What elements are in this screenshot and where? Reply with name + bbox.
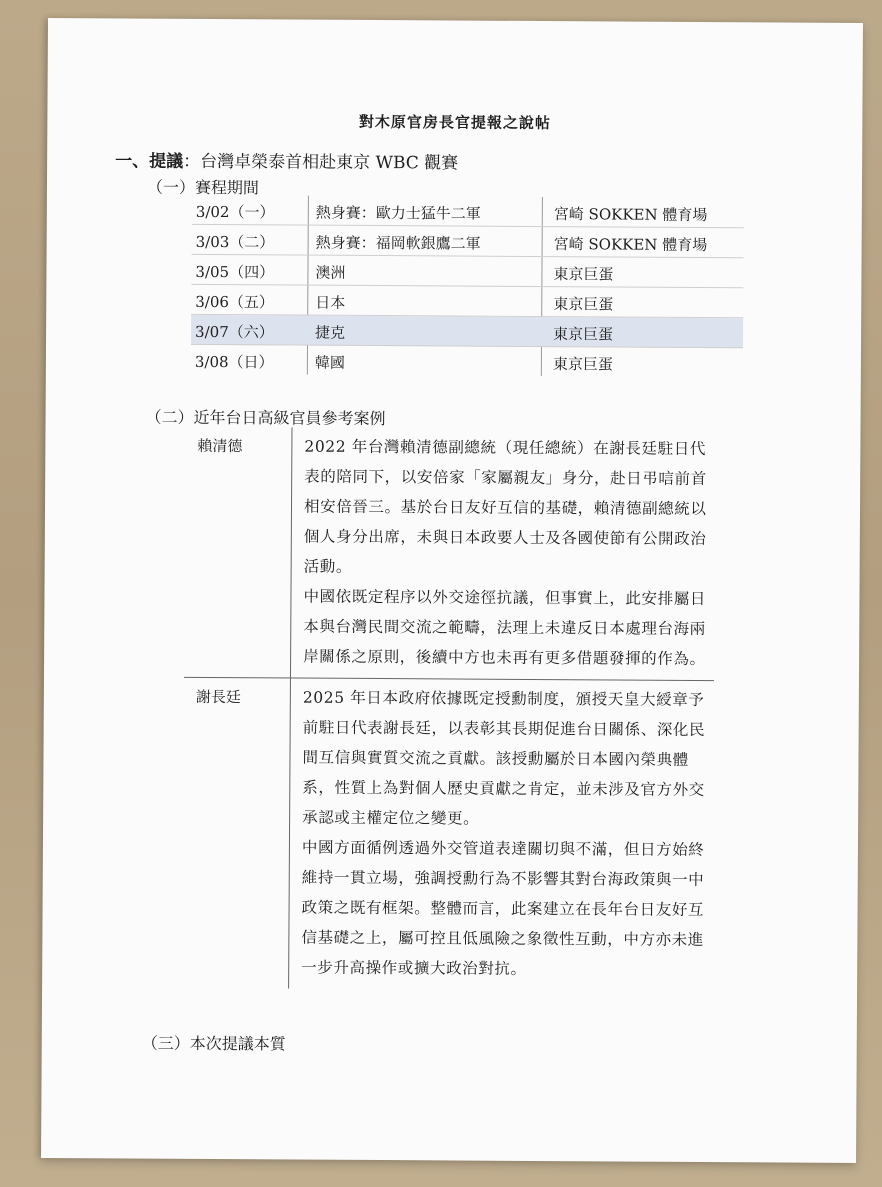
schedule-match: 日本 — [315, 293, 346, 312]
schedule-date: 3/06（五） — [195, 292, 275, 312]
case-body — [290, 427, 716, 680]
case-name: 賴清德 — [197, 436, 243, 456]
schedule-match: 韓國 — [314, 353, 345, 372]
case-paragraph: 2022 年台灣賴清德副總統（現任總統）在謝長廷駐日代表的陪同下，以安倍家「家屬親友」身分，赴日弔唁前首相安倍晉三。基於台日友好互信的基礎，賴清德副總統以個人身分出席，未與日本政要人士及各國使節有公開政治活動。 — [303, 437, 707, 576]
section-proposal-label: 一、提議 — [115, 151, 184, 172]
schedule-date: 3/07（六） — [195, 322, 274, 342]
schedule-row-highlighted — [191, 315, 743, 348]
section-proposal-colon: ： — [183, 151, 201, 172]
schedule-match: 熱身賽：福岡軟銀鷹二軍 — [315, 233, 481, 253]
schedule-venue: 宮崎 SOKKEN 體育場 — [553, 205, 708, 225]
schedule-table — [191, 195, 744, 377]
schedule-heading: （一）賽程期間 — [146, 177, 260, 198]
schedule-row — [191, 345, 743, 377]
schedule-row — [191, 255, 743, 288]
case-body — [288, 678, 714, 991]
case-paragraph: 中國方面循例透過外交管道表達關切與不滿，但日方始終維持一貫立場，強調授勳行為不影響其對台海政策與一中政策之既有框架。整體而言，此案建立在長年台日友好互信基礎之上，屬可控且低風險之象徵性互動，中方亦未進一步升高操作或擴大政治對抗。 — [301, 838, 705, 978]
schedule-row — [192, 225, 744, 258]
case-name: 謝長廷 — [195, 687, 241, 707]
case-paragraph: 2025 年日本政府依據既定授勳制度，頒授天皇大綬章予前駐日代表謝長廷，以表彰其長期促進台日關係、深化民間互信與實質交流之貢獻。該授勳屬於日本國內榮典體系，性質上為對個人歷史貢獻之肯定，並未涉及官方外交承認或主權定位之變更。 — [302, 688, 706, 828]
cases-heading: （二）近年台日高級官員參考案例 — [145, 407, 386, 429]
document-title: 對木原官房長官提報之說帖 — [358, 112, 551, 133]
reference-cases-table — [182, 427, 715, 991]
schedule-row — [191, 285, 743, 318]
schedule-date: 3/05（四） — [195, 262, 275, 282]
section-proposal-heading — [115, 146, 458, 173]
document-page — [41, 18, 863, 1163]
schedule-venue: 東京巨蛋 — [553, 295, 614, 314]
section-proposal-text: 台灣卓榮泰首相赴東京 WBC 觀賽 — [200, 151, 459, 174]
schedule-date: 3/08（日） — [194, 352, 274, 372]
schedule-venue: 東京巨蛋 — [553, 325, 614, 344]
schedule-row — [192, 195, 744, 228]
schedule-match: 熱身賽：歐力士猛牛二軍 — [315, 203, 481, 223]
schedule-venue: 東京巨蛋 — [552, 355, 613, 374]
schedule-date: 3/03（二） — [195, 232, 275, 252]
proposal-nature-heading: （三）本次提議本質 — [141, 1033, 286, 1054]
schedule-match: 澳洲 — [315, 263, 346, 282]
schedule-venue: 東京巨蛋 — [553, 265, 614, 284]
case-paragraph: 中國依既定程序以外交途徑抗議，但事實上，此安排屬日本與台灣民間交流之範疇，法理上未違反日本處理台海兩岸關係之原則，後續中方也未再有更多借題發揮的作為。 — [303, 587, 707, 669]
case-row — [182, 677, 714, 991]
case-row — [184, 427, 716, 680]
schedule-date: 3/02（一） — [195, 202, 275, 222]
schedule-venue: 宮崎 SOKKEN 體育場 — [553, 235, 708, 255]
schedule-match: 捷克 — [315, 323, 346, 342]
